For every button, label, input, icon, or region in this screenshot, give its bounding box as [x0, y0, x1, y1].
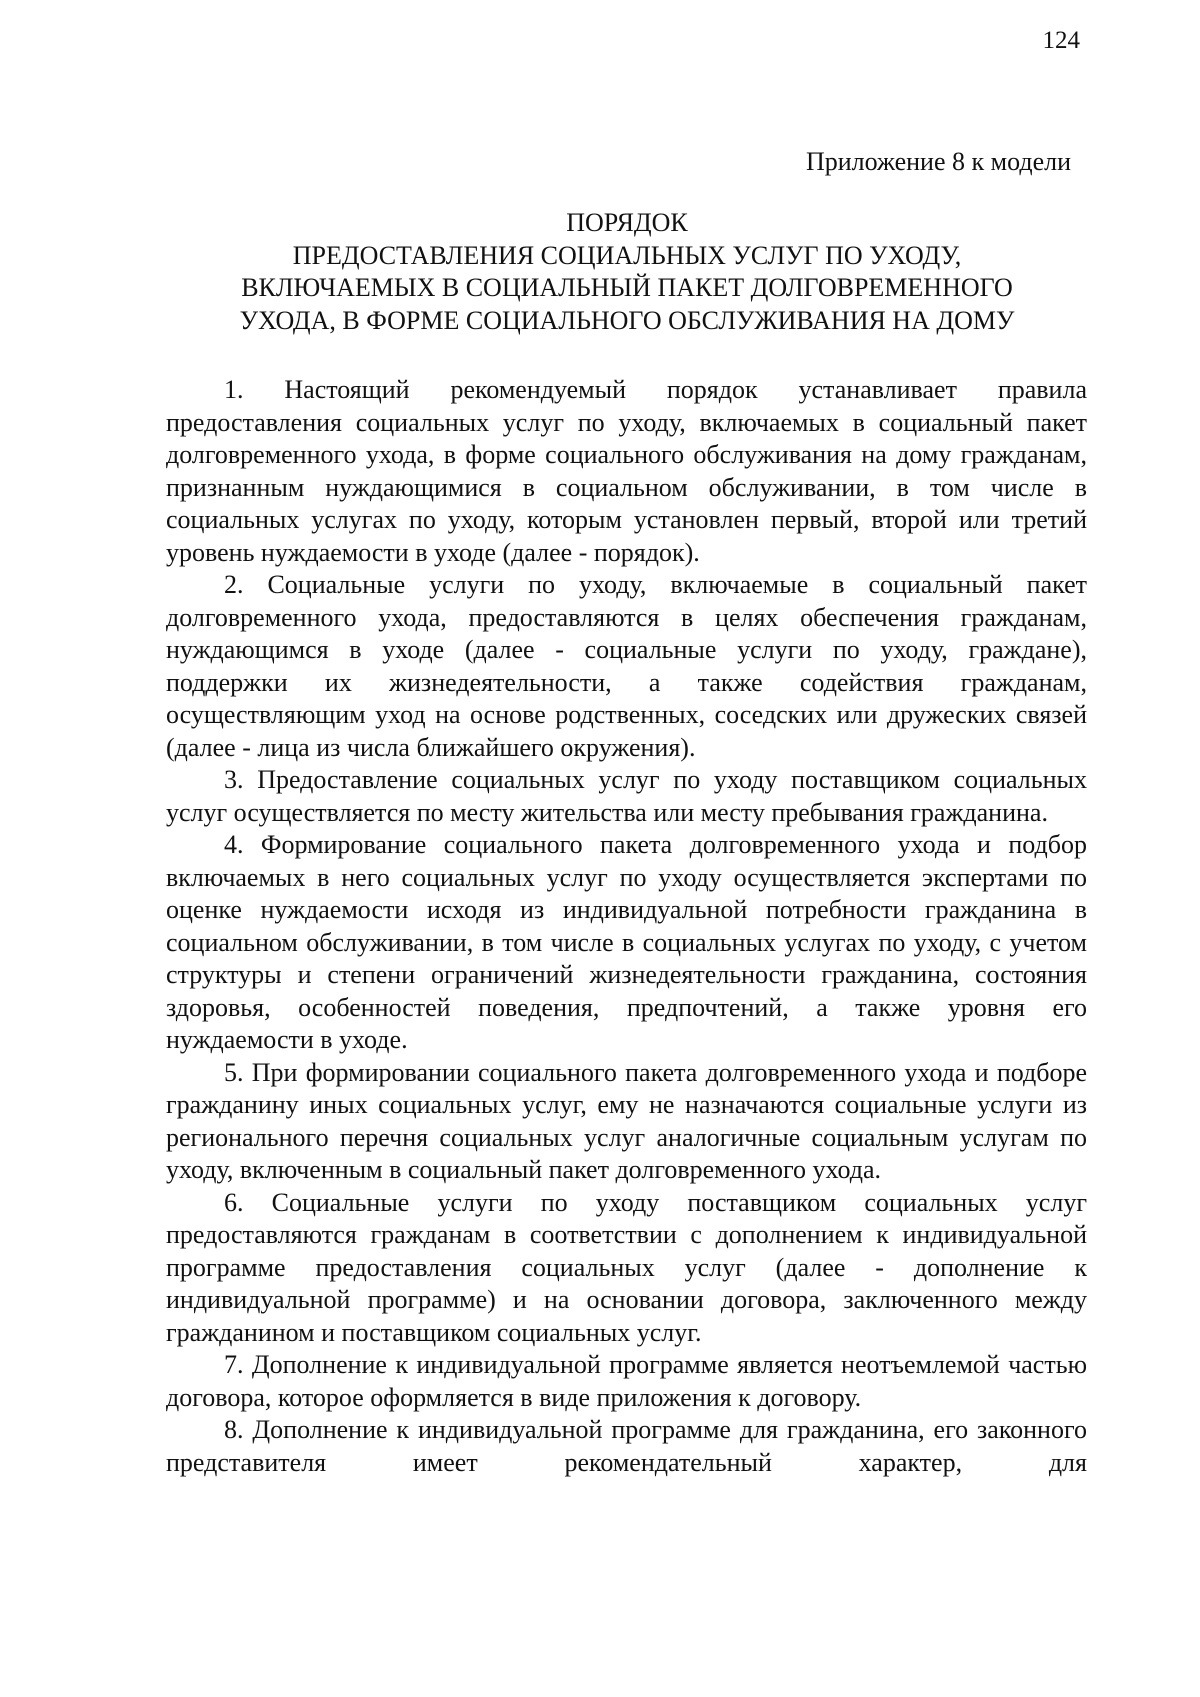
document-body — [166, 374, 1087, 1479]
paragraph-5: 5. При формировании социального пакета долговременного ухода и подборе гражданину иных социальных услуг, ему не назначаются социальные услуги из регионального перечня социальных услуг аналогичные социальным услугам по уходу, включенным в социальный пакет долговременного ухода. — [166, 1057, 1087, 1184]
appendix-note: Приложение 8 к модели — [805, 147, 1071, 176]
title-line: ПОРЯДОК — [566, 208, 688, 237]
paragraph-4: 4. Формирование социального пакета долговременного ухода и подбор включаемых в него социальных услуг по уходу осуществляется экспертами по оценке нуждаемости исходя из индивидуальной потребности гражданина в социальном обслуживании, в том числе в социальных услугах по уходу, с учетом структуры и степени ограничений жизнедеятельности гражданина, состояния здоровья, особенностей поведения, предпочтений, а также уровня его нуждаемости в уходе. — [166, 830, 1087, 1054]
document-title — [168, 207, 1086, 337]
paragraph-2: 2. Социальные услуги по уходу, включаемые в социальный пакет долговременного ухода, предоставляются в целях обеспечения гражданам, нуждающимся в уходе (далее - социальные услуги по уходу, граждане), поддержки их жизнедеятельности, а также содействия гражданам, осуществляющим уход на основе родственных, соседских или дружеских связей (далее - лица из числа ближайшего окружения). — [166, 570, 1087, 762]
paragraph-3: 3. Предоставление социальных услуг по уходу поставщиком социальных услуг осуществляется по месту жительства или месту пребывания гражданина. — [166, 765, 1087, 827]
paragraph-8: 8. Дополнение к индивидуальной программе для гражданина, его законного представителя имеет рекомендательный характер, для — [166, 1415, 1087, 1477]
paragraph-1: 1. Настоящий рекомендуемый порядок устанавливает правила предоставления социальных услуг по уходу, включаемых в социальный пакет долговременного ухода, в форме социального обслуживания на дому гражданам, признанным нуждающимися в социальном обслуживании, в том числе в социальных услугах по уходу, которым установлен первый, второй или третий уровень нуждаемости в уходе (далее - порядок). — [166, 375, 1087, 567]
page-number: 124 — [1042, 27, 1080, 54]
title-line: УХОДА, В ФОРМЕ СОЦИАЛЬНОГО ОБСЛУЖИВАНИЯ НА ДОМУ — [239, 305, 1015, 335]
paragraph-6: 6. Социальные услуги по уходу поставщиком социальных услуг предоставляются гражданам в соответствии с дополнением к индивидуальной программе предоставления социальных услуг (далее - дополнение к индивидуальной программе) и на основании договора, заключенного между гражданином и поставщиком социальных услуг. — [166, 1187, 1087, 1347]
paragraph-7: 7. Дополнение к индивидуальной программе является неотъемлемой частью договора, которое оформляется в виде приложения к договору. — [166, 1350, 1087, 1412]
title-line: ПРЕДОСТАВЛЕНИЯ СОЦИАЛЬНЫХ УСЛУГ ПО УХОДУ, — [292, 240, 962, 270]
title-line: ВКЛЮЧАЕМЫХ В СОЦИАЛЬНЫЙ ПАКЕТ ДОЛГОВРЕМЕННОГО — [241, 273, 1013, 302]
